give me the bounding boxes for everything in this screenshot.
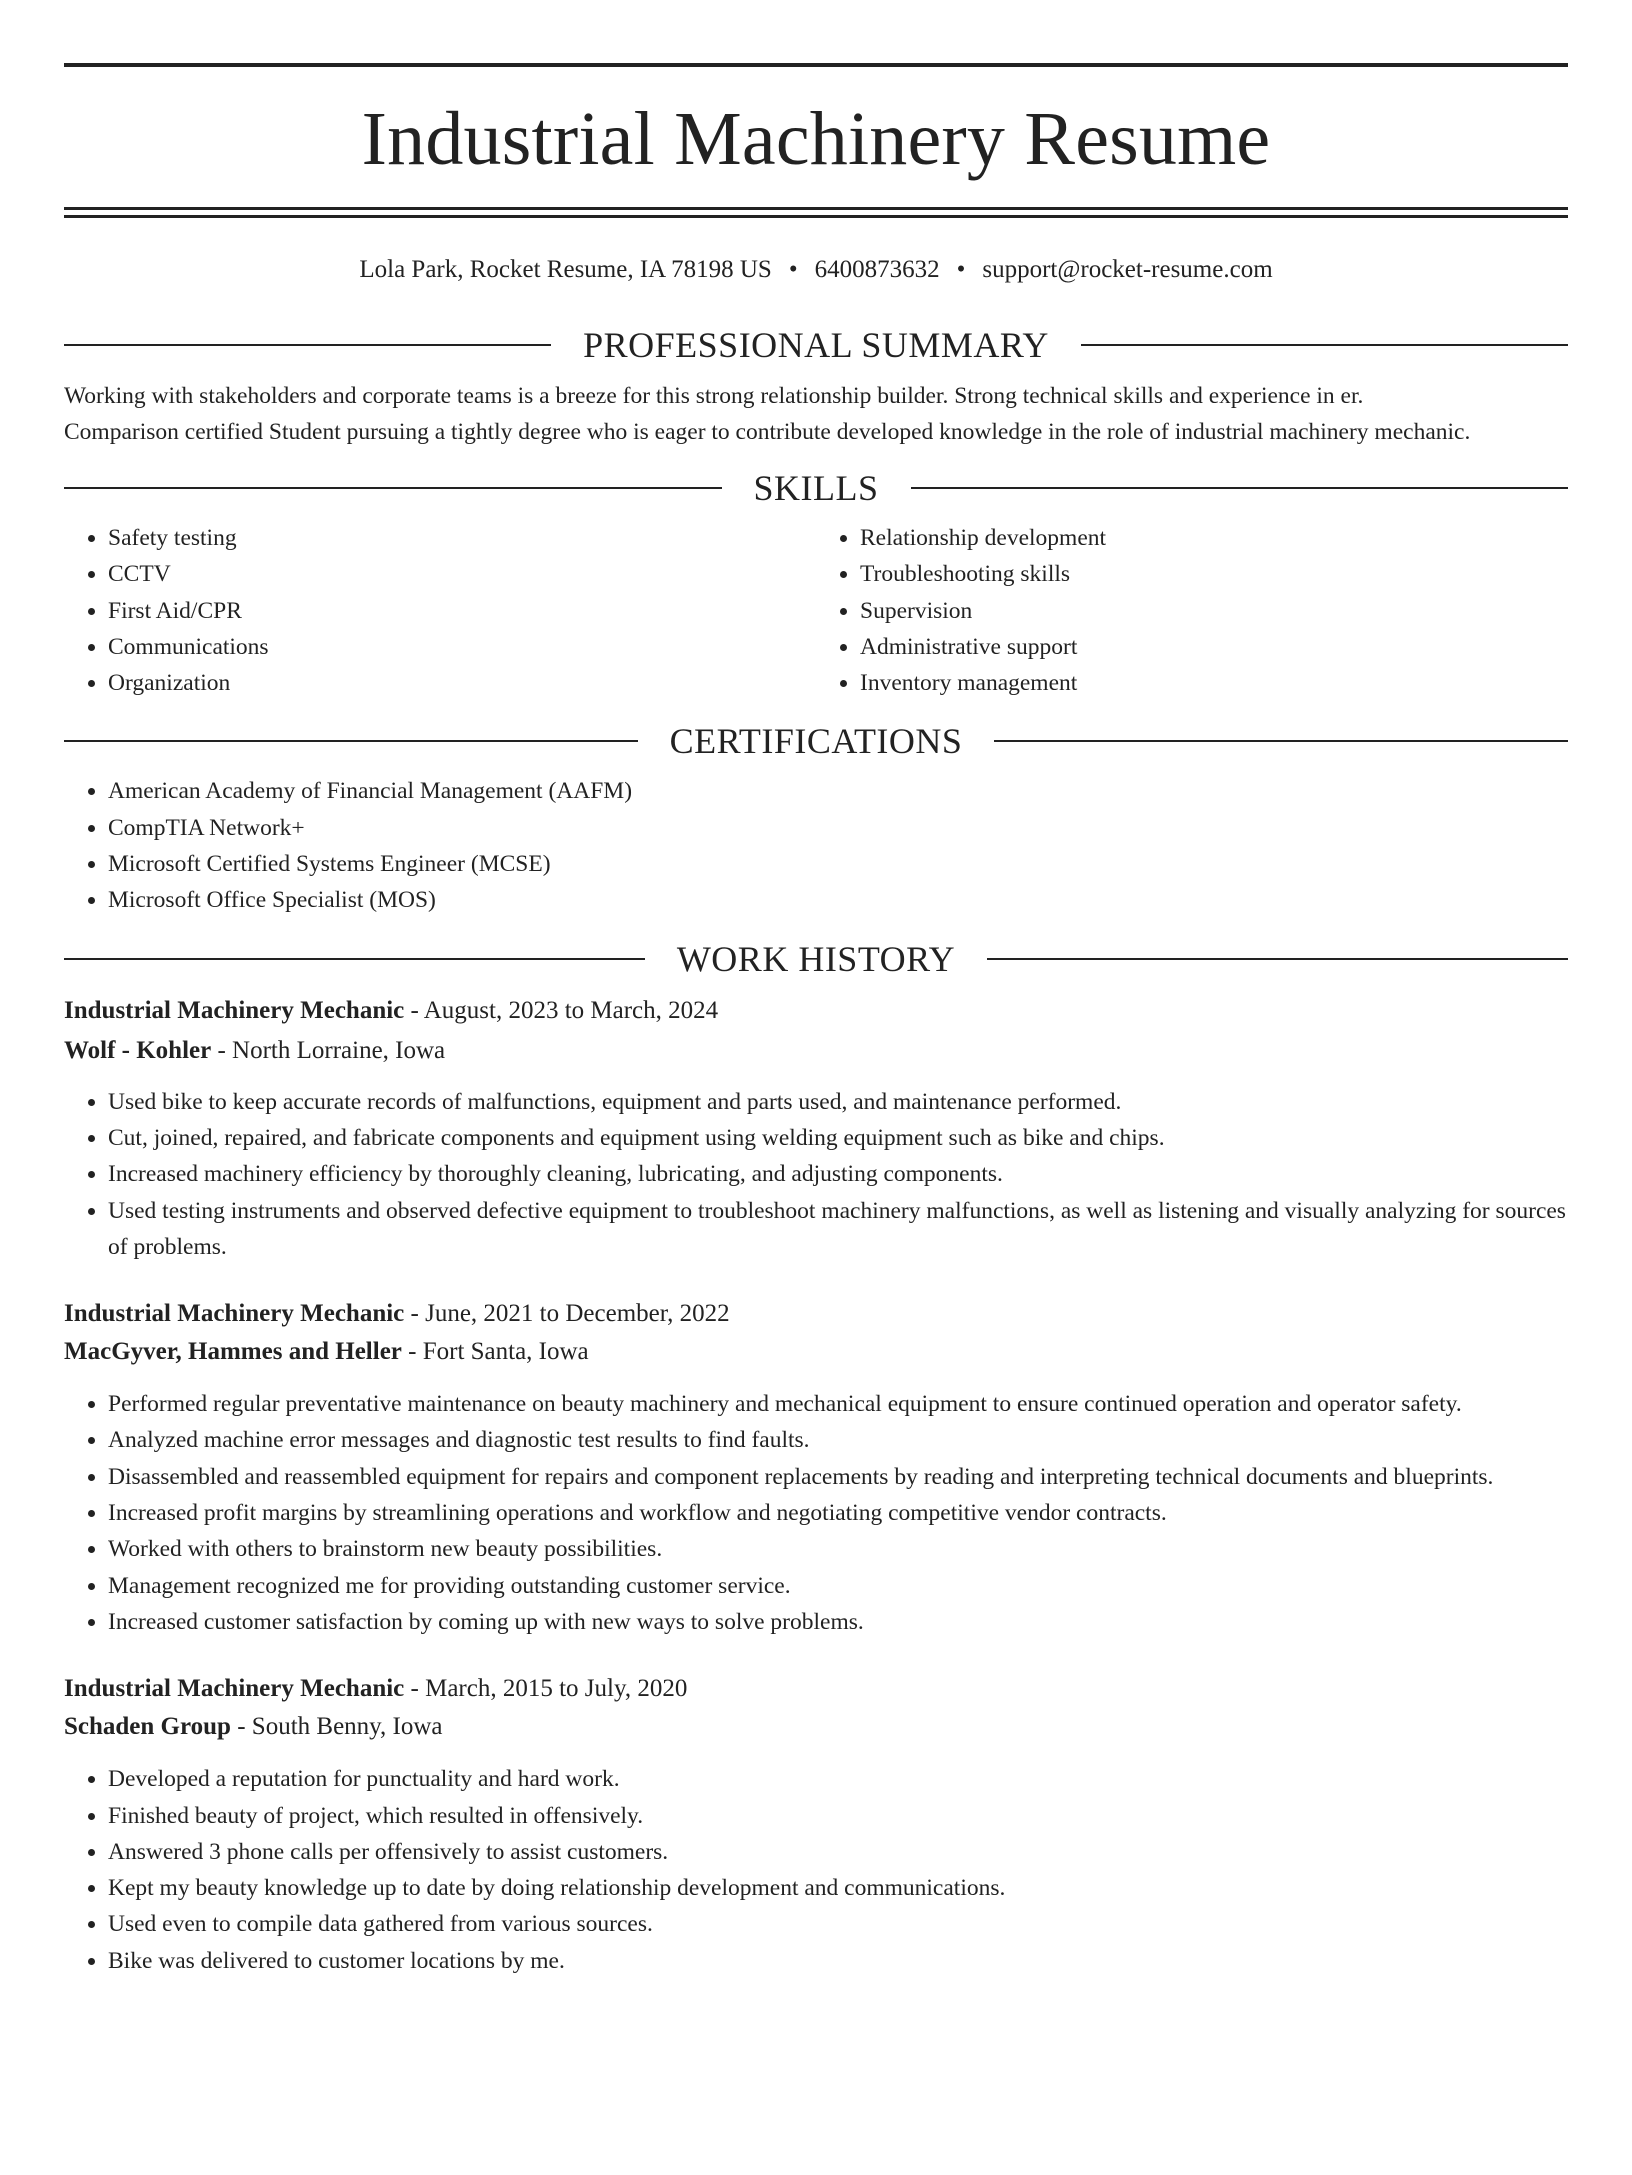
job-entry — [64, 1295, 1568, 1640]
job-company: Schaden Group — [64, 1713, 231, 1741]
job-dates: - August, 2023 to March, 2024 — [404, 996, 719, 1024]
job-company-line — [64, 1333, 1568, 1371]
resume-page — [0, 63, 1632, 2175]
job-dates: - June, 2021 to December, 2022 — [404, 1300, 730, 1328]
job-company-line — [64, 1032, 1568, 1070]
job-bullets — [64, 1084, 1568, 1265]
job-title: Industrial Machinery Mechanic — [64, 996, 405, 1024]
list-item: • Supervision — [860, 593, 1568, 629]
contact-separator: • — [788, 256, 798, 283]
skills-column-right — [816, 520, 1568, 701]
list-item: • Kept my beauty knowledge up to date by doing relationship development and communications. — [108, 1870, 1568, 1906]
list-item: • Used testing instruments and observed defective equipment to troubleshoot machinery malfunctions, as well as listening and visually analyzing for sources of problems. — [108, 1193, 1568, 1266]
list-item: • Used even to compile data gathered from various sources. — [108, 1906, 1568, 1942]
list-item: • Relationship development — [860, 520, 1568, 556]
skills-column-left — [64, 520, 816, 701]
job-entry — [64, 992, 1568, 1265]
heading-rule — [1081, 344, 1568, 346]
list-item: • Administrative support — [860, 629, 1568, 665]
list-item: • Increased customer satisfaction by coming up with new ways to solve problems. — [108, 1604, 1568, 1640]
job-title-line — [64, 1670, 1568, 1708]
section-heading-skills — [64, 468, 1568, 508]
list-item: • Microsoft Office Specialist (MOS) — [108, 882, 1568, 918]
list-item: • Safety testing — [108, 520, 816, 556]
section-heading-work-history — [64, 939, 1568, 979]
section-heading-summary — [64, 325, 1568, 365]
contact-address: Lola Park, Rocket Resume, IA 78198 US — [359, 256, 772, 283]
summary-line: Working with stakeholders and corporate teams is a breeze for this strong relationship builder. Strong technical skills and experience in er. — [64, 383, 1364, 409]
list-item: • Organization — [108, 665, 816, 701]
heading-rule — [64, 958, 645, 960]
list-item: • Inventory management — [860, 665, 1568, 701]
list-item: • Management recognized me for providing outstanding customer service. — [108, 1568, 1568, 1604]
list-item: • Performed regular preventative maintenance on beauty machinery and mechanical equipment to ensure continued operation and operator safety. — [108, 1386, 1568, 1422]
list-item: • Worked with others to brainstorm new beauty possibilities. — [108, 1531, 1568, 1567]
list-item: • Developed a reputation for punctuality and hard work. — [108, 1761, 1568, 1797]
contact-separator: • — [956, 256, 966, 283]
heading-rule — [987, 958, 1568, 960]
skills-list — [64, 520, 1568, 701]
title-double-rule — [64, 207, 1568, 218]
section-heading-certifications — [64, 721, 1568, 761]
heading-rule — [911, 487, 1569, 489]
job-location: - North Lorraine, Iowa — [211, 1036, 446, 1064]
list-item: • Microsoft Certified Systems Engineer (MCSE) — [108, 846, 1568, 882]
contact-email: support@rocket-resume.com — [982, 256, 1273, 283]
list-item: • CompTIA Network+ — [108, 810, 1568, 846]
list-item: • Communications — [108, 629, 816, 665]
list-item: • Finished beauty of project, which resulted in offensively. — [108, 1798, 1568, 1834]
section-title: PROFESSIONAL SUMMARY — [583, 325, 1049, 365]
job-company: Wolf - Kohler — [64, 1036, 212, 1064]
job-title-line — [64, 1295, 1568, 1333]
summary-line: Comparison certified Student pursuing a tightly degree who is eager to contribute developed knowledge in the role of industrial machinery mechanic. — [64, 419, 1471, 445]
summary-text — [64, 378, 1568, 450]
job-bullets — [64, 1386, 1568, 1640]
list-item: • Bike was delivered to customer locations by me. — [108, 1943, 1568, 1979]
job-title-line — [64, 992, 1568, 1030]
heading-rule — [64, 344, 551, 346]
heading-rule — [994, 740, 1568, 742]
section-title: WORK HISTORY — [676, 938, 956, 979]
list-item: • Increased machinery efficiency by thoroughly cleaning, lubricating, and adjusting components. — [108, 1156, 1568, 1192]
job-company: MacGyver, Hammes and Heller — [64, 1338, 402, 1366]
top-rule — [64, 63, 1568, 67]
contact-phone: 6400873632 — [814, 256, 940, 283]
list-item: • Troubleshooting skills — [860, 556, 1568, 592]
job-bullets — [64, 1761, 1568, 1979]
list-item: • CCTV — [108, 556, 816, 592]
list-item: • First Aid/CPR — [108, 593, 816, 629]
list-item: • American Academy of Financial Management (AAFM) — [108, 773, 1568, 809]
job-company-line — [64, 1708, 1568, 1746]
section-title: CERTIFICATIONS — [669, 721, 963, 762]
list-item: • Disassembled and reassembled equipment for repairs and component replacements by reading and interpreting technical documents and blueprints. — [108, 1459, 1568, 1495]
certifications-list — [64, 773, 1568, 918]
page-title: Industrial Machinery Resume — [361, 97, 1271, 181]
list-item: • Answered 3 phone calls per offensively to assist customers. — [108, 1834, 1568, 1870]
job-dates: - March, 2015 to July, 2020 — [404, 1675, 688, 1703]
job-location: - Fort Santa, Iowa — [401, 1338, 589, 1366]
job-title: Industrial Machinery Mechanic — [64, 1675, 405, 1703]
section-title: SKILLS — [753, 468, 879, 508]
job-title: Industrial Machinery Mechanic — [64, 1300, 405, 1328]
list-item: • Used bike to keep accurate records of malfunctions, equipment and parts used, and maintenance performed. — [108, 1084, 1568, 1120]
job-entry — [64, 1670, 1568, 1979]
list-item: • Analyzed machine error messages and diagnostic test results to find faults. — [108, 1422, 1568, 1458]
heading-rule — [64, 740, 638, 742]
list-item: • Increased profit margins by streamlining operations and workflow and negotiating competitive vendor contracts. — [108, 1495, 1568, 1531]
contact-line — [64, 255, 1568, 285]
list-item: • Cut, joined, repaired, and fabricate components and equipment using welding equipment such as bike and chips. — [108, 1120, 1568, 1156]
job-location: - South Benny, Iowa — [230, 1713, 443, 1741]
heading-rule — [64, 487, 722, 489]
